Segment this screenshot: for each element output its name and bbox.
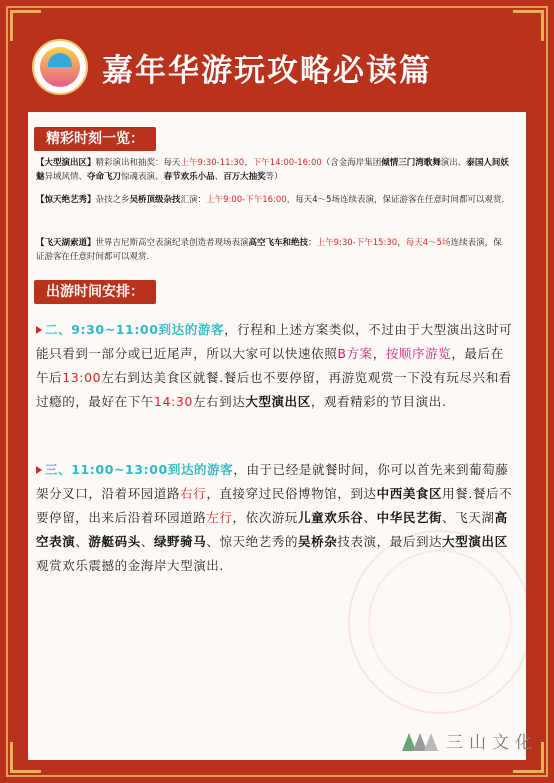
plan-text: ，观看精彩的节目演出. xyxy=(310,394,447,409)
schedule-highlight: 春节欢乐小品 xyxy=(163,172,215,182)
plan-text: 技表演，最后到达 xyxy=(337,534,443,549)
schedule-text: （含金海岸集团 xyxy=(321,158,382,168)
schedule-label: 【大型演出区】 xyxy=(36,158,96,168)
schedule-highlight: 高空飞车和绝技 xyxy=(248,238,309,248)
schedule-time: 每天4～5场 xyxy=(405,238,451,248)
schedule-text: 异域风情、 xyxy=(44,172,88,182)
schedule-time: 下午14:00-16:00 xyxy=(252,158,322,168)
watermark-text: 三山文化 xyxy=(446,733,538,753)
plan-text: 、飞天湖 xyxy=(442,510,495,525)
plan-text: 用餐.餐后不要停留，出来后沿着环园道路 xyxy=(36,486,513,525)
plan-text: ，行程和上述方案类似，不过由于大型演出这时可能只看到一部分或已近尾声，所以大家可以快速依照 xyxy=(36,322,513,361)
schedule-time: 上午9:30-11:30 xyxy=(180,158,245,168)
schedule-item-main-show xyxy=(36,156,510,184)
plan-text: ，由于已经是就餐时间，你可以首先来到葡萄藤架分叉口，沿着环园道路 xyxy=(36,462,509,501)
plan-highlight: 按顺序游览 xyxy=(385,346,452,361)
schedule-text: ， xyxy=(397,238,406,248)
plan-direction: 右行 xyxy=(180,486,207,501)
plan-highlight: B方案 xyxy=(337,346,373,361)
schedule-section-tag: 精彩时刻一览： xyxy=(34,127,156,151)
page-header xyxy=(32,40,432,94)
schedule-time: 上午9:00-下午16:00 xyxy=(206,195,287,205)
plan-text: 、惊天绝艺秀的 xyxy=(206,534,299,549)
plan-text: ，依次游玩 xyxy=(232,510,299,525)
plan-text: 、 xyxy=(140,534,154,549)
schedule-label: 【惊天绝艺秀】 xyxy=(36,195,96,205)
schedule-text: 精彩演出和抽奖：每天 xyxy=(95,158,181,168)
plan-location: 绿野骑马 xyxy=(153,534,207,549)
plan-text: 左右到达 xyxy=(192,394,246,409)
schedule-text: 杂技之乡 xyxy=(95,195,130,205)
plan-text: ，直接穿过民俗博物馆，到达 xyxy=(206,486,377,501)
schedule-text: 世界吉尼斯高空表演纪录创造者现场表演 xyxy=(95,238,249,248)
plan-text: 、 xyxy=(75,534,89,549)
schedule-highlight: 泰国人间妖魅 xyxy=(36,158,509,182)
schedule-text: 连续表演，保证游客在任意时间都可以观赏. xyxy=(36,238,502,262)
trip-section-tag: 出游时间安排： xyxy=(34,280,156,304)
plan-heading: 二、9:30~11:00到达的游客 xyxy=(45,322,225,337)
mountain-logo-icon xyxy=(402,731,438,751)
plan-location: 中华民艺街 xyxy=(376,510,443,525)
bullet-arrow-icon xyxy=(36,326,42,334)
schedule-text: 演出、 xyxy=(440,158,467,168)
schedule-text: ，每天4～5场连续表演，保证游客在任意时间都可以观赏. xyxy=(286,195,505,205)
bullet-arrow-icon xyxy=(36,466,42,474)
plan-text: 观赏欢乐震撼的金海岸大型演出. xyxy=(36,558,224,573)
schedule-highlight: 夺命飞刀 xyxy=(87,172,122,182)
corner-ornament xyxy=(513,10,544,41)
plan-location: 吴桥杂 xyxy=(298,534,338,549)
schedule-text: 汇演： xyxy=(180,195,207,205)
schedule-highlight: 倾情三门湾歌舞 xyxy=(381,158,441,168)
corner-ornament xyxy=(10,10,41,41)
schedule-highlight: 百万大抽奖 xyxy=(223,172,266,182)
schedule-item-cableway xyxy=(36,236,510,264)
schedule-item-acrobatics xyxy=(36,193,510,207)
schedule-text: 、 xyxy=(214,172,224,182)
schedule-label: 【飞天湖索道】 xyxy=(36,238,96,248)
schedule-text: 等） xyxy=(265,172,283,182)
schedule-highlight: 吴桥顶级杂技 xyxy=(129,195,181,205)
schedule-text: ： xyxy=(308,238,317,248)
plan-location: 游艇码头 xyxy=(88,534,141,549)
carnival-logo xyxy=(32,39,88,95)
plan-text: ， xyxy=(372,346,386,361)
plan-location: 中西美食区 xyxy=(376,486,443,501)
plan-heading: 三、11:00~13:00到达的游客 xyxy=(45,462,234,477)
plan-location: 大型演出区 xyxy=(442,534,508,549)
carnival-logo-emblem xyxy=(40,47,80,87)
page-title: 嘉年华游玩攻略必读篇 xyxy=(102,52,432,89)
schedule-text: 、 xyxy=(244,158,253,168)
plan-location: 高空表演 xyxy=(36,510,508,549)
plan-time: 14:30 xyxy=(153,394,193,409)
plan-text: ，最后在午后 xyxy=(36,346,504,385)
trip-plan-morning xyxy=(36,318,514,414)
plan-text: 左右到达美食区就餐.餐后也不要停留，再游览观赏一下没有玩尽兴和看过瘾的，最好在下午 xyxy=(36,370,512,409)
plan-time: 13:00 xyxy=(62,370,102,385)
plan-text: 、 xyxy=(363,510,377,525)
schedule-time: 上午9:30-下午15:30 xyxy=(316,238,398,248)
watermark xyxy=(402,728,538,753)
trip-plan-noon xyxy=(36,458,514,578)
plan-location: 大型演出区 xyxy=(245,394,311,409)
plan-direction: 左行 xyxy=(206,510,233,525)
plan-location: 儿童欢乐谷 xyxy=(298,510,364,525)
schedule-text: 惊魂表演、 xyxy=(121,172,164,182)
